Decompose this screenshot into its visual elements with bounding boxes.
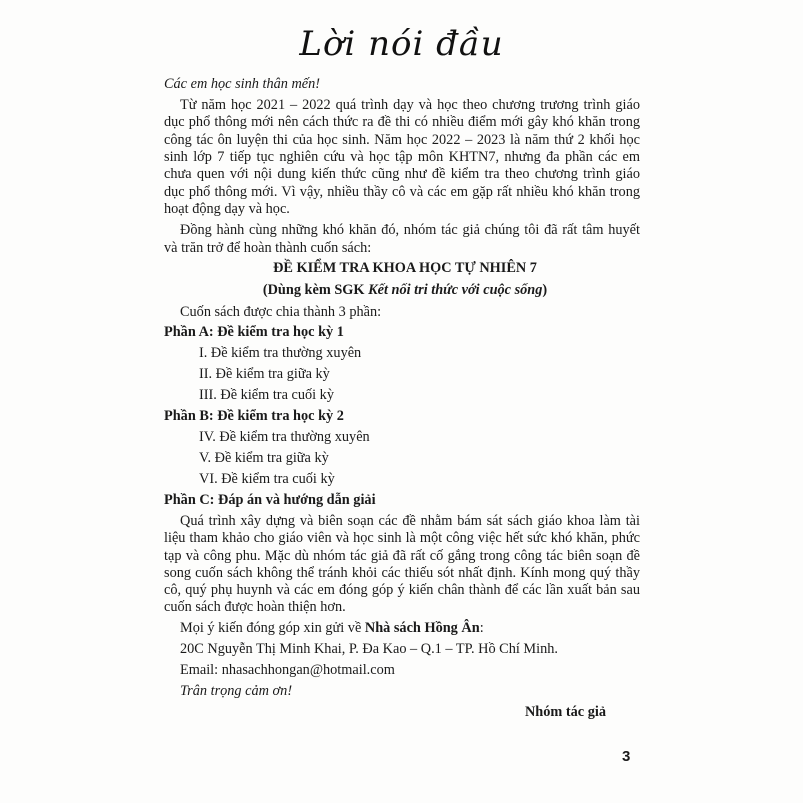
part-b-item: V. Đề kiểm tra giữa kỳ [199, 450, 329, 466]
page-number: 3 [622, 748, 631, 765]
part-a-item: III. Đề kiểm tra cuối kỳ [199, 387, 334, 403]
thanks: Trân trọng cảm ơn! [180, 683, 293, 699]
contact-prefix: Mọi ý kiến đóng góp xin gửi về [180, 620, 365, 636]
part-b-heading: Phần B: Đề kiểm tra học kỳ 2 [164, 408, 344, 424]
para1-line: sinh lớp 7 tiếp tục nghiên cứu và học tập môn KHTN7, nhưng đa phần các em [164, 149, 640, 165]
page-title: Lời nói đầu [299, 24, 504, 64]
para1-line: dục phổ thông mới. Vì vậy, nhiều thầy cô và các em gặp rất nhiều khó khăn trong [164, 184, 640, 200]
book-subtitle [164, 281, 646, 299]
para3-line: liệu tham khảo cho giáo viên và học sinh là một công việc hết sức khó khăn, phức [164, 530, 640, 546]
book-subtitle-series: Kết nối tri thức với cuộc sống [368, 282, 543, 298]
para1-line: Từ năm học 2021 – 2022 quá trình dạy và học theo chương trương trình giáo [180, 97, 640, 113]
contact-suffix: : [479, 620, 484, 636]
email: Email: nhasachhongan@hotmail.com [180, 662, 395, 678]
contact-line [180, 619, 640, 637]
greeting: Các em học sinh thân mến! [164, 76, 321, 92]
para3-line: tạp và công phu. Mặc dù nhóm tác giả đã rất cố gắng trong công tác biên soạn đề [164, 548, 640, 564]
part-a-heading: Phần A: Đề kiểm tra học kỳ 1 [164, 324, 344, 340]
part-c-heading: Phần C: Đáp án và hướng dẫn giải [164, 492, 376, 508]
para3-line: cô, quý phụ huynh và các em đóng góp ý kiến chân thành để các lần xuất bản sau [164, 582, 640, 598]
para1-line: chưa quen với nội dung kiến thức cũng như đề kiểm tra theo chương trình giáo [164, 166, 640, 182]
parts-intro: Cuốn sách được chia thành 3 phần: [180, 304, 382, 320]
book-title: ĐỀ KIỂM TRA KHOA HỌC TỰ NHIÊN 7 [273, 260, 537, 276]
para2-line: Đồng hành cùng những khó khăn đó, nhóm tác giả chúng tôi đã rất tâm huyết [180, 222, 640, 238]
part-b-item: IV. Đề kiểm tra thường xuyên [199, 429, 370, 445]
part-a-item: I. Đề kiểm tra thường xuyên [199, 345, 362, 361]
para1-line: công tác ôn luyện thi của học sinh. Năm học 2022 – 2023 là năm thứ 2 khối học [164, 132, 640, 148]
para2-line: và trăn trở để hoàn thành cuốn sách: [164, 240, 372, 256]
para1-line: hoạt động dạy và học. [164, 201, 290, 217]
book-subtitle-prefix: (Dùng kèm SGK [262, 282, 369, 298]
para3-line: song cuốn sách không thể tránh khỏi các thiếu sót nhất định. Kính mong quý thầy [164, 565, 640, 581]
address: 20C Nguyễn Thị Minh Khai, P. Đa Kao – Q.1 – TP. Hồ Chí Minh. [180, 641, 558, 657]
publisher-name: Nhà sách Hồng Ân [364, 620, 480, 636]
part-a-item: II. Đề kiểm tra giữa kỳ [199, 366, 330, 382]
part-b-item: VI. Đề kiểm tra cuối kỳ [199, 471, 335, 487]
signature: Nhóm tác giả [524, 704, 606, 720]
para1-line: dục phổ thông mới nên cách thức ra đề thi có nhiều điểm mới gây khó khăn trong [164, 114, 640, 130]
para3-line: cuốn sách được hoàn thiện hơn. [164, 599, 346, 615]
para3-line: Quá trình xây dựng và biên soạn các đề nhằm bám sát sách giáo khoa làm tài [180, 513, 640, 529]
book-subtitle-suffix: ) [542, 282, 548, 298]
